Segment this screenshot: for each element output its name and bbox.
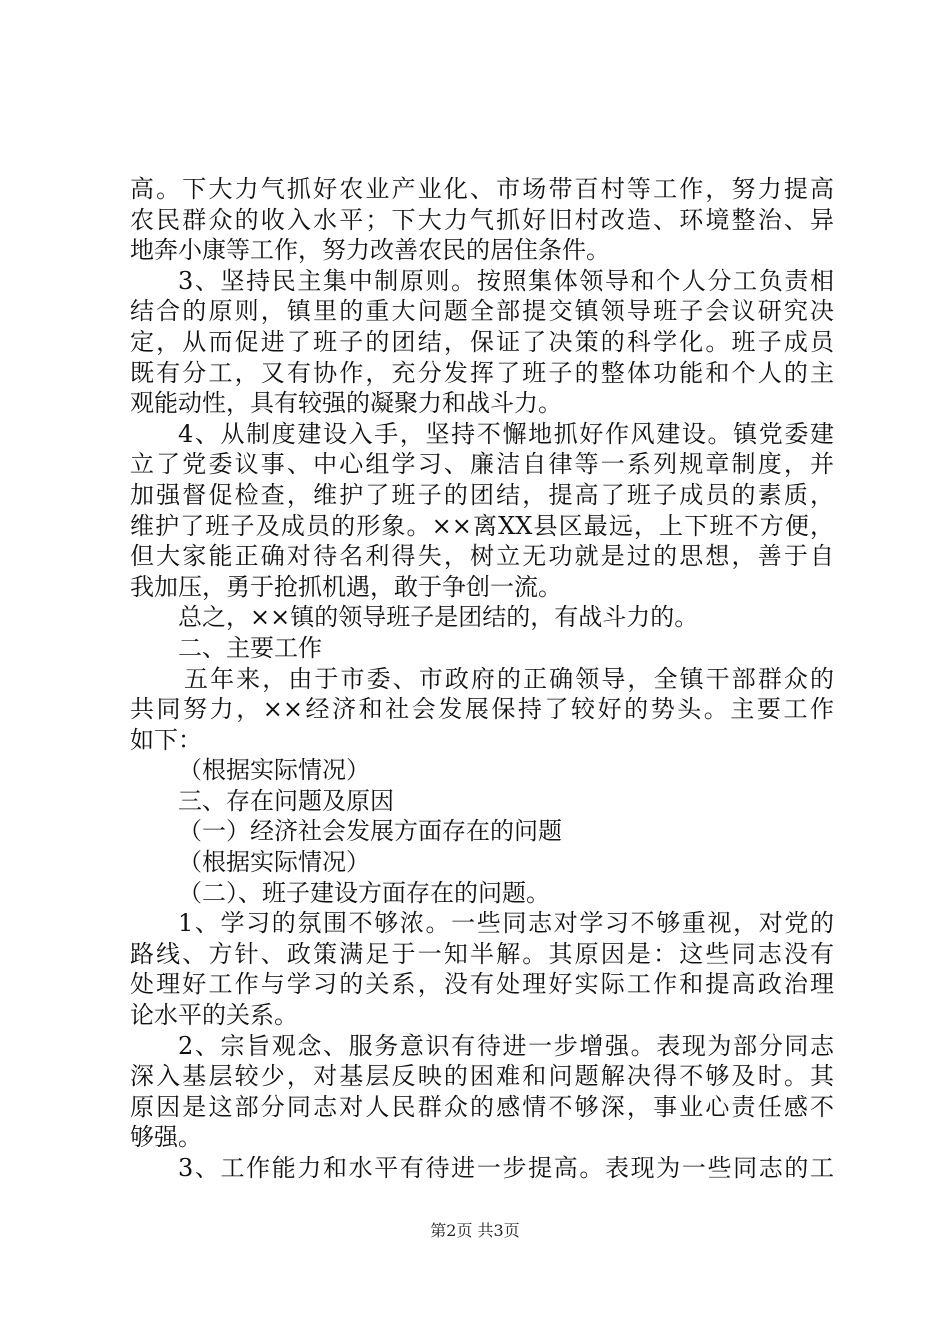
text-line: 观能动性，具有较强的凝聚力和战斗力。 bbox=[130, 389, 562, 418]
subsection-heading: （二）、班子建设方面存在的问题。 bbox=[178, 878, 550, 907]
subsection-heading: （一）经济社会发展方面存在的问题 bbox=[178, 817, 562, 846]
text-line: 加强督促检查，维护了班子的团结，提高了班子成员的素质， bbox=[130, 480, 834, 509]
text-line: 2、宗旨观念、服务意识有待进一步增强。表现为部分同志 bbox=[178, 1031, 834, 1060]
text-line: 定，从而促进了班子的团结，保证了决策的科学化。班子成员 bbox=[130, 327, 834, 356]
body-text bbox=[130, 174, 834, 1184]
text-line: 既有分工，又有协作，充分发挥了班子的整体功能和个人的主 bbox=[130, 358, 834, 387]
text-line: 农民群众的收入水平；下大力气抓好旧村改造、环境整治、异 bbox=[130, 205, 834, 234]
text-line: 1、学习的氛围不够浓。一些同志对学习不够重视，对党的 bbox=[178, 909, 834, 938]
text-line: 3、坚持民主集中制原则。按照集体领导和个人分工负责相 bbox=[178, 266, 834, 295]
text-line: （根据实际情况） bbox=[178, 848, 370, 877]
text-line: 深入基层较少，对基层反映的困难和问题解决得不够及时。其 bbox=[130, 1062, 834, 1091]
text-line: （根据实际情况） bbox=[178, 756, 370, 785]
text-line: 够强。 bbox=[130, 1123, 202, 1152]
text-line: 我加压，勇于抢抓机遇，敢于争创一流。 bbox=[130, 572, 562, 601]
text-line: 总之，××镇的领导班子是团结的，有战斗力的。 bbox=[178, 603, 699, 632]
text-line: 原因是这部分同志对人民群众的感情不够深，事业心责任感不 bbox=[130, 1092, 834, 1121]
text-line: 维护了班子及成员的形象。××离XX县区最远，上下班不方便， bbox=[130, 511, 834, 540]
text-line: 路线、方针、政策满足于一知半解。其原因是：这些同志没有 bbox=[130, 939, 834, 968]
text-line: 共同努力，××经济和社会发展保持了较好的势头。主要工作 bbox=[130, 695, 834, 724]
text-line: 但大家能正确对待名利得失，树立无功就是过的思想，善于自 bbox=[130, 542, 834, 571]
section-heading: 三、存在问题及原因 bbox=[178, 786, 394, 815]
text-line: 处理好工作与学习的关系，没有处理好实际工作和提高政治理 bbox=[130, 970, 834, 999]
text-line: 结合的原则，镇里的重大问题全部提交镇领导班子会议研究决 bbox=[130, 297, 834, 326]
text-line: 五年来，由于市委、市政府的正确领导，全镇干部群众的 bbox=[184, 664, 834, 693]
text-line: 地奔小康等工作，努力改善农民的居住条件。 bbox=[130, 236, 610, 265]
text-line: 4、从制度建设入手，坚持不懈地抓好作风建设。镇党委建 bbox=[178, 419, 834, 448]
section-heading: 二、主要工作 bbox=[178, 633, 322, 662]
text-line: 3、工作能力和水平有待进一步提高。表现为一些同志的工 bbox=[178, 1154, 834, 1182]
text-line: 如下： bbox=[130, 725, 202, 754]
text-line: 立了党委议事、中心组学习、廉洁自律等一系列规章制度，并 bbox=[130, 450, 834, 479]
page-footer: 第2页 共3页 bbox=[430, 1221, 520, 1240]
text-line: 高。下大力气抓好农业产业化、市场带百村等工作，努力提高 bbox=[130, 175, 834, 203]
text-line: 论水平的关系。 bbox=[130, 1001, 298, 1030]
